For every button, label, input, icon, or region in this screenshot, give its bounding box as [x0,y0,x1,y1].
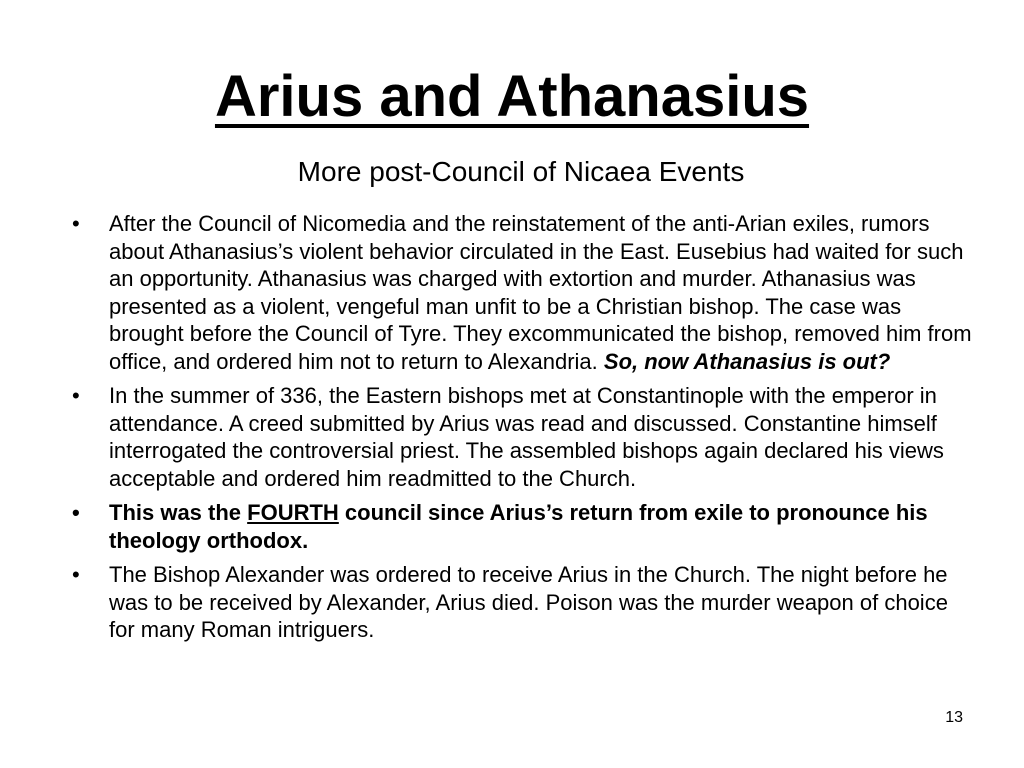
bullet-item [68,382,973,492]
slide-subtitle: More post-Council of Nicaea Events [297,156,745,187]
bullet-item [68,561,973,644]
underlined-fourth: FOURTH [247,500,339,525]
slide-title: Arius and Athanasius [214,64,810,129]
emphasized-question: So, now Athanasius is out? [603,348,891,374]
bullet-text-prefix: This was the [109,500,248,525]
bullet-text-suffix: council since Arius’s return from exile to pronounce his theology orthodox. [109,500,928,553]
bullet-text: In the summer of 336, the Eastern bishops met at Constantinople with the emperor in attendance. A creed submitted by Arius was read and discussed. Constantine himself interrogated the controversial priest. The assembled bishops again declared his views acceptable and ordered him readmitted to the Church. [109,383,944,491]
bullet-marker: • [72,562,80,587]
bullet-item [68,499,973,554]
bullet-item [68,210,973,375]
bullet-text: The Bishop Alexander was ordered to receive Arius in the Church. The night before he was to be received by Alexander, Arius died. Poison was the murder weapon of choice for many Roman intriguers. [109,562,948,642]
page-number: 13 [945,709,963,726]
bullet-marker: • [72,211,80,236]
bullet-marker: • [72,500,80,525]
bullet-list [68,210,973,651]
bullet-text: After the Council of Nicomedia and the reinstatement of the anti-Arian exiles, rumors about Athanasius’s violent behavior circulated in the East. Eusebius had waited for such an opportunity. Athanasius was charged with extortion and murder. Athanasius was presented as a violent, vengeful man unfit to be a Christian bishop. The case was brought before the Council of Tyre. They excommunicated the bishop, removed him from office, and ordered him not to return to Alexandria. [109,211,972,374]
bullet-marker: • [72,383,80,408]
